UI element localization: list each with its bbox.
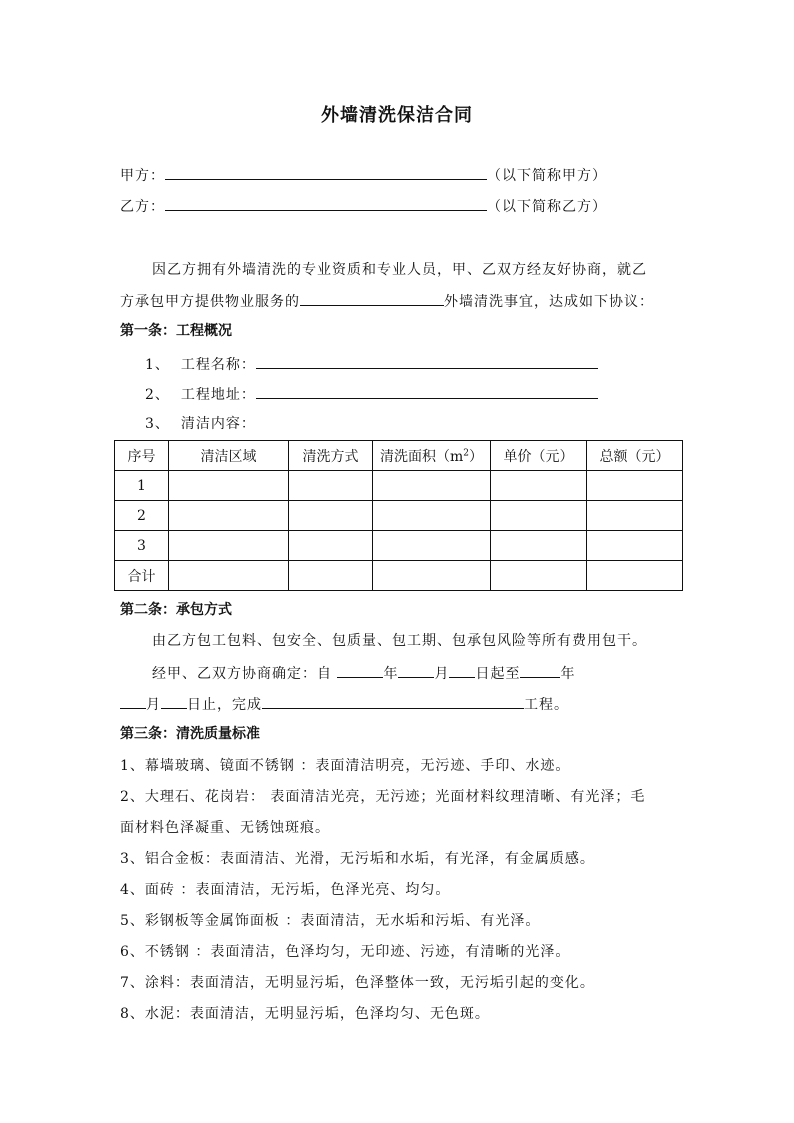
- table-cell[interactable]: [491, 471, 587, 501]
- cleaning-content-line: [145, 414, 256, 434]
- table-cell[interactable]: [373, 471, 491, 501]
- table-cell[interactable]: [373, 531, 491, 561]
- header-method: 清洗方式: [289, 441, 373, 471]
- table-cell[interactable]: [587, 471, 683, 501]
- header-area: 清洁区域: [169, 441, 289, 471]
- item-number: 1、: [145, 357, 170, 373]
- party-a-line: [120, 164, 607, 186]
- end-year-blank[interactable]: [520, 662, 560, 678]
- quality-item: 7、涂料：表面清洁，无明显污垢，色泽整体一致，无污垢引起的变化。: [120, 975, 595, 991]
- table-cell[interactable]: [373, 561, 491, 591]
- project-name-line: [145, 353, 598, 375]
- day-from-label: 日起至: [475, 666, 521, 682]
- start-year-blank[interactable]: [337, 662, 383, 678]
- table-cell[interactable]: [289, 501, 373, 531]
- quality-item: 2、大理石、花岗岩： 表面清洁光亮，无污迹；光面材料纹理清晰、有光泽；毛: [120, 789, 646, 805]
- start-month-blank[interactable]: [398, 662, 434, 678]
- project-name-blank[interactable]: [256, 353, 598, 369]
- project-address-label: 工程地址：: [180, 387, 256, 403]
- table-row-total: [115, 561, 683, 591]
- table-cell[interactable]: [491, 501, 587, 531]
- table-cell[interactable]: [289, 531, 373, 561]
- cleaning-content-label: 清洁内容：: [180, 416, 256, 432]
- row-serial: 1: [115, 471, 169, 501]
- table-cell[interactable]: [289, 471, 373, 501]
- quality-item: 8、水泥：表面清洁，无明显污垢，色泽均匀、无色斑。: [120, 1006, 490, 1022]
- article-3-heading: 第三条：清洗质量标准: [120, 726, 260, 742]
- table-cell[interactable]: [169, 501, 289, 531]
- header-total: 总额（元）: [587, 441, 683, 471]
- table-header-row: [115, 441, 683, 471]
- row-serial: 2: [115, 501, 169, 531]
- header-unit-price: 单价（元）: [491, 441, 587, 471]
- day-to-label: 日止，完成: [187, 697, 262, 713]
- quality-item: 1、幕墙玻璃、镜面不锈钢 ：表面清洁明亮，无污迹、手印、水迹。: [120, 758, 571, 774]
- start-day-blank[interactable]: [449, 662, 475, 678]
- year-label-2: 年: [560, 666, 576, 682]
- article-2-line-2: [152, 662, 575, 684]
- party-a-blank[interactable]: [165, 164, 487, 180]
- row-total-label: 合计: [115, 561, 169, 591]
- quality-item: 5、彩钢板等金属饰面板 ：表面清洁，无水垢和污垢、有光泽。: [120, 913, 541, 929]
- table-cell[interactable]: [169, 471, 289, 501]
- intro-line-2-suffix: 外墙清洗事宜，达成如下协议：: [444, 294, 654, 310]
- cleaning-content-table: [114, 440, 683, 591]
- project-address-line: [145, 383, 598, 405]
- project-end-label: 工程。: [524, 697, 569, 713]
- party-b-note: （以下简称乙方）: [487, 199, 607, 215]
- party-b-blank[interactable]: [165, 195, 487, 211]
- table-cell[interactable]: [587, 501, 683, 531]
- row-serial: 3: [115, 531, 169, 561]
- intro-line-1: 因乙方拥有外墙清洗的专业资质和专业人员，甲、乙双方经友好协商，就乙: [152, 262, 647, 278]
- table-row: [115, 501, 683, 531]
- project-scope-blank[interactable]: [262, 693, 524, 709]
- table-row: [115, 471, 683, 501]
- table-cell[interactable]: [289, 561, 373, 591]
- article-2-line-1: 由乙方包工包料、包安全、包质量、包工期、包承包风险等所有费用包干。: [152, 633, 647, 649]
- table-cell[interactable]: [491, 531, 587, 561]
- year-label: 年: [383, 666, 399, 682]
- month-label-2: 月: [146, 697, 161, 713]
- table-row: [115, 531, 683, 561]
- month-label: 月: [434, 666, 450, 682]
- project-address-blank[interactable]: [256, 383, 598, 399]
- quality-item: 6、不锈钢 ：表面清洁，色泽均匀，无印迹、污迹，有清晰的光泽。: [120, 944, 571, 960]
- property-blank[interactable]: [300, 290, 444, 306]
- intro-line-2: [120, 290, 654, 312]
- header-serial: 序号: [115, 441, 169, 471]
- project-name-label: 工程名称：: [180, 357, 256, 373]
- party-a-note: （以下简称甲方）: [487, 168, 607, 184]
- article-1-heading: 第一条：工程概况: [120, 323, 232, 339]
- document-title: 外墙清洗保洁合同: [321, 105, 473, 126]
- party-a-label: 甲方：: [120, 168, 165, 184]
- table-cell[interactable]: [587, 531, 683, 561]
- quality-item-continued: 面材料色泽凝重、无锈蚀斑痕。: [120, 820, 330, 836]
- header-size: 清洗面积$(m^2)$: [373, 441, 491, 471]
- quality-item: 4、面砖 ：表面清洁，无污垢，色泽光亮、均匀。: [120, 882, 451, 898]
- party-b-label: 乙方：: [120, 199, 165, 215]
- item-number: 3、: [145, 416, 170, 432]
- table-cell[interactable]: [491, 561, 587, 591]
- intro-line-2-prefix: 方承包甲方提供物业服务的: [120, 294, 300, 310]
- table-cell[interactable]: [373, 501, 491, 531]
- article-2-heading: 第二条：承包方式: [120, 602, 232, 618]
- item-number: 2、: [145, 387, 170, 403]
- quality-item: 3、铝合金板：表面清洁、光滑，无污垢和水垢，有光泽，有金属质感。: [120, 851, 595, 867]
- term-prefix: 经甲、乙双方协商确定：自: [152, 666, 332, 682]
- end-day-blank[interactable]: [161, 693, 187, 709]
- party-b-line: [120, 195, 607, 217]
- table-cell[interactable]: [169, 531, 289, 561]
- article-2-line-3: [120, 693, 569, 715]
- end-month-blank[interactable]: [120, 693, 146, 709]
- table-cell[interactable]: [169, 561, 289, 591]
- table-cell[interactable]: [587, 561, 683, 591]
